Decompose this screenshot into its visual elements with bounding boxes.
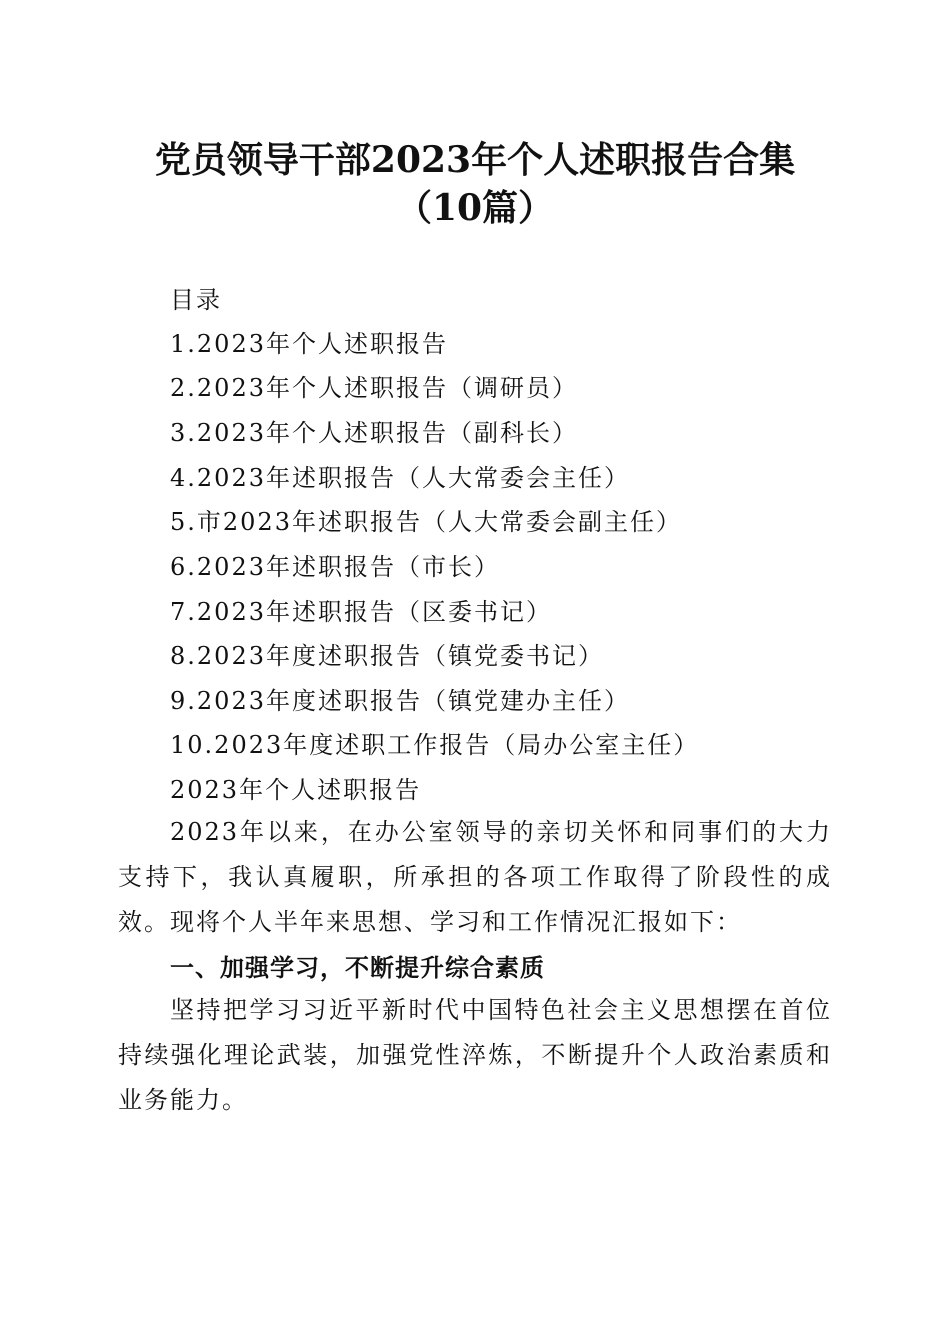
paragraph-1: 坚持把学习习近平新时代中国特色社会主义思想摆在首位持续强化理论武装，加强党性淬炼，不断提升个人政治素质和业务能力。 (118, 996, 832, 1114)
toc-item: 7.2023年述职报告（区委书记） (170, 598, 552, 626)
toc-item: 9.2023年度述职报告（镇党建办主任） (170, 687, 630, 715)
document-title: 党员领导干部2023年个人述职报告合集（10篇） (154, 139, 796, 229)
intro-paragraph: 2023年以来，在办公室领导的亲切关怀和同事们的大力支持下，我认真履职，所承担的各项工作取得了阶段性的成效。现将个人半年来思想、学习和工作情况汇报如下： (118, 818, 832, 936)
toc-item: 3.2023年个人述职报告（副科长） (170, 419, 578, 447)
toc-item: 10.2023年度述职工作报告（局办公室主任） (170, 731, 700, 759)
toc-heading: 目录 (170, 286, 222, 314)
toc-item: 5.市2023年述职报告（人大常委会副主任） (170, 508, 682, 536)
toc-item: 4.2023年述职报告（人大常委会主任） (170, 464, 630, 492)
toc-item: 1.2023年个人述职报告 (170, 330, 448, 358)
toc-item: 6.2023年述职报告（市长） (170, 553, 500, 581)
section-title: 2023年个人述职报告 (170, 776, 422, 804)
toc-item: 8.2023年度述职报告（镇党委书记） (170, 642, 604, 670)
toc-item: 2.2023年个人述职报告（调研员） (170, 374, 578, 402)
heading-1: 一、加强学习，不断提升综合素质 (170, 954, 545, 982)
